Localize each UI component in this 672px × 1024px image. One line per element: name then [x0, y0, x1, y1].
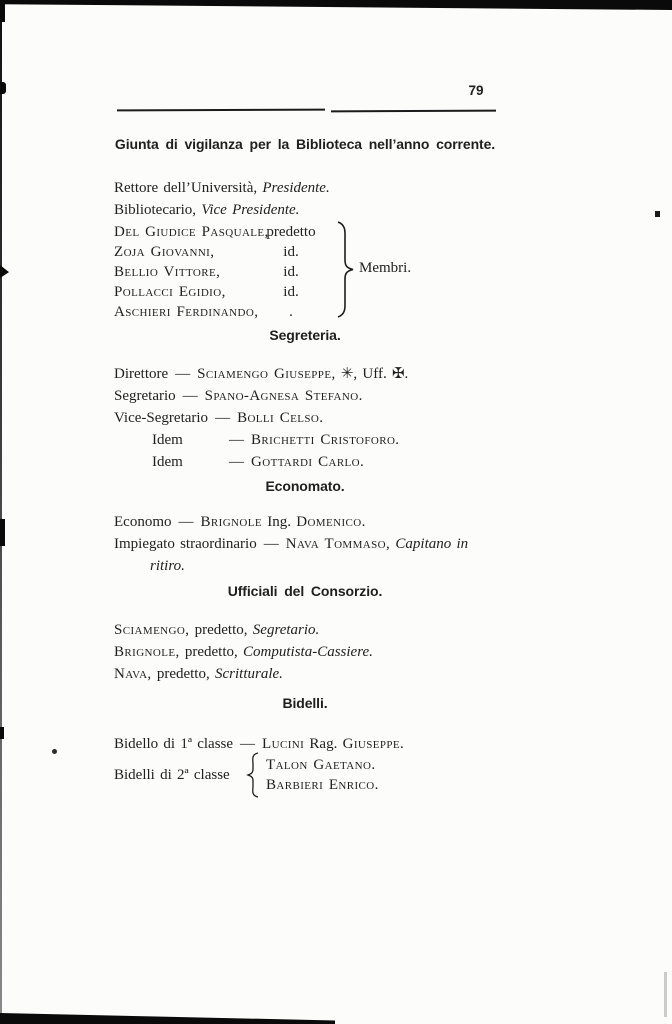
- economato-row-continuation: ritiro.: [150, 558, 185, 574]
- member-note: id.: [283, 244, 299, 260]
- person-surname: Brignole: [200, 514, 262, 530]
- role: Segretario: [114, 388, 176, 404]
- person-name: Nava,: [114, 666, 152, 682]
- role: Vice-Segretario: [114, 410, 209, 426]
- economato-row: [114, 535, 468, 554]
- giunta-member-row: [114, 243, 320, 262]
- member-note: .: [289, 304, 293, 320]
- person-title: Rag.: [309, 736, 338, 752]
- officer-title: Presidente.: [262, 180, 330, 196]
- scan-artifact-bottom-wedge: [0, 1013, 335, 1024]
- person-note: Capitano in: [395, 536, 469, 552]
- person-office: Scritturale.: [214, 666, 283, 682]
- person-name: Brignole,: [114, 644, 180, 660]
- em-dash: —: [263, 536, 279, 552]
- em-dash: —: [229, 432, 244, 448]
- giunta-member-row: [114, 283, 320, 302]
- member-name: Aschieri Ferdinando,: [114, 304, 259, 320]
- scan-artifact-corner: [0, 0, 5, 22]
- role: Impiegato straordinario: [114, 536, 257, 552]
- scan-artifact-right-edge: [664, 972, 667, 1017]
- person-note: predetto,: [156, 666, 210, 682]
- page-number: 79: [468, 83, 484, 98]
- person-title: Ing.: [267, 514, 291, 530]
- role: Idem: [152, 432, 183, 448]
- scan-artifact-dot-1: [52, 749, 57, 754]
- role: Economo: [114, 514, 172, 530]
- honors-insignia: ✳, Uff. ✠.: [340, 366, 409, 382]
- members-brace-icon: [336, 221, 356, 318]
- segreteria-row: [114, 453, 364, 472]
- giunta-member-row: [114, 263, 320, 282]
- scan-artifact-mark-2: [0, 265, 9, 278]
- member-note: id.: [283, 264, 299, 280]
- section-heading-bidelli: Bidelli.: [282, 695, 328, 711]
- member-note: predetto: [266, 224, 316, 240]
- person-office: Segretario.: [252, 622, 320, 638]
- consorzio-row: [114, 665, 283, 684]
- em-dash: —: [175, 366, 191, 382]
- role: Direttore: [114, 366, 169, 382]
- consorzio-row: [114, 643, 373, 662]
- em-dash: —: [215, 410, 231, 426]
- person-name: Sciamengo Giuseppe,: [197, 366, 336, 382]
- em-dash: —: [240, 736, 256, 752]
- header-rule-right: [331, 110, 496, 113]
- officer-role: Rettore dell’Università,: [114, 180, 258, 196]
- section-heading-consorzio: Ufficiali del Consorzio.: [227, 583, 383, 599]
- officer-title: Vice Presidente.: [201, 202, 300, 218]
- segreteria-row: [114, 365, 408, 384]
- person-forename: Giuseppe.: [342, 736, 405, 752]
- scan-artifact-left-edge-line: [0, 0, 2, 1024]
- scan-artifact-dot-2: [655, 211, 660, 217]
- page-title: Giunta di vigilanza per la Biblioteca nell’anno corrente.: [114, 136, 496, 152]
- person-office: Computista-Cassiere.: [243, 644, 373, 660]
- person-name: Spano-Agnesa Stefano.: [204, 388, 363, 404]
- role: Bidelli di 2ª classe: [114, 766, 230, 783]
- section-heading-economato: Economato.: [265, 478, 345, 494]
- members-group-label: Membri.: [359, 260, 412, 276]
- giunta-member-row: [114, 223, 320, 242]
- scan-artifact-mark-3: [0, 519, 5, 546]
- person-forename: Domenico.: [296, 514, 366, 530]
- officer-role: Bibliotecario,: [114, 202, 197, 218]
- giunta-officer-line: [114, 179, 330, 198]
- person-surname: Lucini: [262, 736, 305, 752]
- em-dash: —: [178, 514, 194, 530]
- person-name: Gottardi Carlo.: [251, 454, 365, 470]
- header-rule-left: [117, 109, 325, 112]
- segreteria-row: [114, 409, 323, 428]
- member-note: id.: [283, 284, 299, 300]
- member-name: Zoja Giovanni,: [114, 244, 215, 260]
- person-note: predetto,: [194, 622, 248, 638]
- member-name: Bellio Vittore,: [114, 264, 221, 280]
- section-heading-segreteria: Segreteria.: [269, 327, 341, 343]
- person-name: Nava Tommaso,: [285, 536, 391, 552]
- em-dash: —: [229, 454, 244, 470]
- scan-artifact-top-edge: [0, 0, 672, 10]
- bidelli-row-2: [114, 752, 379, 798]
- person-name: Bolli Celso.: [237, 410, 324, 426]
- giunta-member-row: [114, 303, 320, 322]
- giunta-officer-line: [114, 201, 299, 220]
- role: Bidello di 1ª classe: [114, 736, 234, 752]
- person-name: Sciamengo,: [114, 622, 190, 638]
- person-name: Talon Gaetano.: [266, 756, 376, 773]
- segreteria-row: [114, 431, 399, 450]
- class-brace-icon: [246, 752, 260, 798]
- person-note: predetto,: [184, 644, 238, 660]
- person-name: Barbieri Enrico.: [266, 777, 379, 793]
- person-name: Brichetti Cristoforo.: [251, 432, 400, 448]
- consorzio-row: [114, 621, 319, 640]
- segreteria-row: [114, 387, 363, 406]
- scan-artifact-mark-1: [0, 82, 6, 94]
- role: Idem: [152, 454, 183, 470]
- scan-artifact-mark-4: [0, 727, 4, 739]
- em-dash: —: [182, 388, 198, 404]
- economato-row: [114, 513, 366, 532]
- member-name: Del Giudice Pasquale,: [114, 224, 269, 240]
- member-name: Pollacci Egidio,: [114, 284, 226, 300]
